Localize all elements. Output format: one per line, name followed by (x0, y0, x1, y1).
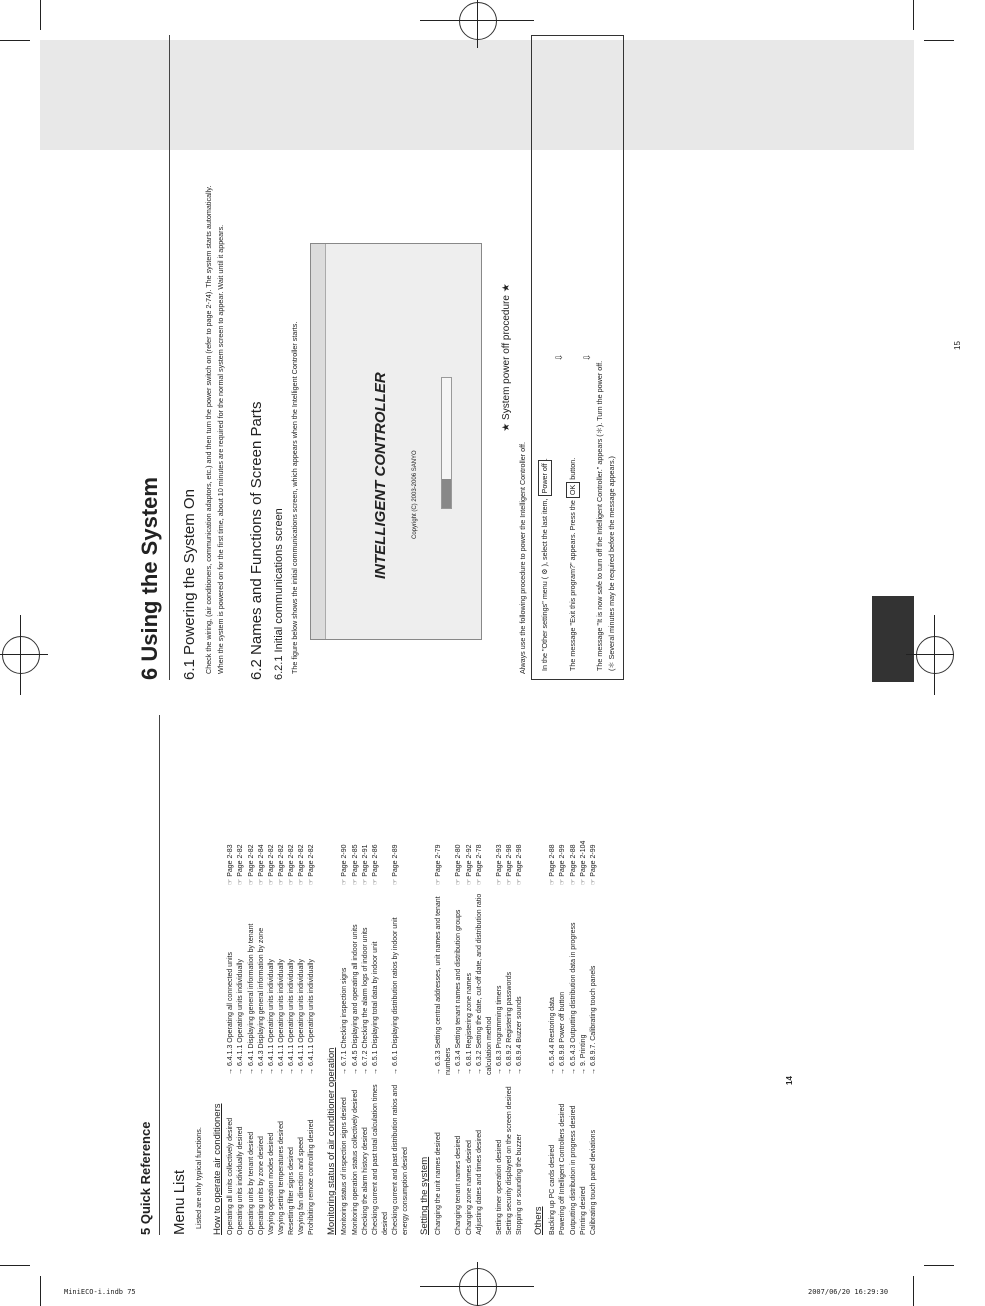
page-number-right: 15 (953, 341, 962, 350)
registration-line (20, 615, 21, 695)
rotated-spread (125, 35, 985, 1235)
row-function: Changing zone names desired (465, 1140, 473, 1235)
row-function: Checking the alarm history desired (361, 1127, 369, 1235)
row-page: ☞ Page 2-83 (227, 844, 235, 885)
power-on-para-2: When the system is powered on for the first time, about 10 minutes are required for the normal system screen to appear. Wait until it appears. (215, 224, 225, 674)
registration-mark (459, 1268, 497, 1306)
row-reference: → 9. Printing (579, 1034, 587, 1075)
row-page: ☞ Page 2-82 (298, 844, 306, 885)
menu-row (287, 715, 297, 1235)
row-page: ☞ Page 2-93 (496, 844, 504, 885)
row-page: ☞ Page 2-80 (455, 844, 463, 885)
row-function: Operating units individually desired (237, 1126, 245, 1235)
row-page: ☞ Page 2-92 (465, 844, 473, 885)
group-heading: Monitoring status of air conditioner operation (325, 1047, 337, 1235)
menu-row (361, 715, 371, 1235)
row-page: ☞ Page 2-85 (351, 844, 359, 885)
row-function: Monitoring status of inspection signs desired (341, 1097, 349, 1235)
menu-row (454, 715, 464, 1235)
menu-row (569, 715, 579, 1235)
down-arrow-icon: ⇩ (581, 353, 592, 362)
procedure-title: ★ System power off procedure ★ (501, 283, 513, 432)
menu-row (391, 715, 411, 1235)
menu-row (247, 715, 257, 1235)
menu-row (579, 715, 589, 1235)
power-on-para-1: Check the wiring, (air conditioners, communication adaptors, etc.) and then turn the power switch on (refer to page 2-74). The system starts automatically. (203, 185, 213, 674)
menu-row (267, 715, 277, 1235)
row-function: Varying fan direction and speed (298, 1137, 306, 1235)
row-function: Stopping or sounding the buzzer (516, 1134, 524, 1235)
left-page (125, 715, 794, 1235)
page-number-left: 14 (785, 1076, 794, 1085)
menu-row (589, 715, 599, 1235)
row-reference: → 6.4.1.1 Operating units individually (308, 959, 316, 1075)
row-function: Operating units by tenant desired (247, 1131, 255, 1235)
row-function: Printing desired (579, 1186, 587, 1235)
row-function: Setting timer operation desired (496, 1139, 504, 1235)
row-page: ☞ Page 2-99 (559, 844, 567, 885)
settings-icon: ⚙ (540, 566, 550, 577)
power-off-label: Power off (538, 460, 552, 496)
row-function: Operating all units collectively desired (227, 1117, 235, 1235)
registration-line (477, 1262, 478, 1306)
row-page: ☞ Page 2-82 (237, 844, 245, 885)
crop-mark (0, 40, 30, 41)
row-reference: → 6.8.9.4 Buzzer sounds (516, 996, 524, 1075)
menu-row (505, 715, 515, 1235)
row-reference: → 6.4.1.1 Operating units individually (288, 959, 296, 1075)
initial-screen-para: The figure below shows the initial communications screen, which appears when the Intelligent Controller starts. (290, 321, 300, 674)
menu-row (236, 715, 246, 1235)
menu-groups (212, 715, 599, 1235)
row-page: ☞ Page 2-82 (267, 844, 275, 885)
row-function: Checking current and past total calculation times desired (371, 1084, 389, 1235)
procedure-box (531, 35, 624, 680)
crop-mark (40, 1276, 41, 1306)
row-page: ☞ Page 2-86 (371, 844, 379, 885)
initial-screen-heading: 6.2.1 Initial communications screen (272, 508, 285, 680)
footer-stamp: 2007/06/20 16:29:30 (808, 1288, 889, 1296)
row-page: ☞ Page 2-91 (361, 844, 369, 885)
menu-row (515, 715, 525, 1235)
row-page: ☞ Page 2-88 (569, 844, 577, 885)
section-title: 5 Quick Reference (137, 715, 160, 1235)
row-function: Powering off Intelligent Controllers desired (559, 1103, 567, 1235)
row-reference: → 6.4.1 Displaying general information by tenant (247, 923, 255, 1075)
row-reference: → 6.3.4 Setting tenant names and distribution groups (455, 909, 463, 1075)
row-function: Checking current and past distribution ratios and energy consumption desired (392, 1084, 410, 1235)
footer-file: MiniECO-i.indb 75 (64, 1288, 136, 1296)
figure-toolbar (311, 244, 326, 639)
menu-row (257, 715, 267, 1235)
row-function: Setting security displayed on the screen desired (506, 1086, 514, 1235)
menu-row (465, 715, 475, 1235)
group-heading: How to operate air conditioners (211, 1103, 223, 1235)
menu-list-intro: Listed are only typical functions. (193, 1127, 203, 1229)
menu-row (340, 715, 350, 1235)
menu-row (351, 715, 361, 1235)
registration-line (0, 654, 48, 655)
menu-row (434, 715, 454, 1235)
right-page (125, 35, 962, 680)
down-arrow-icon: ⇩ (553, 353, 564, 362)
row-function: Adjusting dates and times desired (475, 1129, 483, 1235)
row-reference: → 6.4.3 Displaying general information by zone (257, 927, 265, 1075)
row-function: Monitoring operation status collectively desired (351, 1089, 359, 1235)
row-page: ☞ Page 2-89 (392, 844, 400, 885)
menu-row (297, 715, 307, 1235)
crop-mark (924, 1265, 954, 1266)
menu-list-title: Menu List (170, 1169, 188, 1235)
row-function: Outputting distribution in progress desired (569, 1105, 577, 1235)
menu-row (548, 715, 558, 1235)
row-function: Varying setting temperatures desired (278, 1121, 286, 1235)
row-reference: → 6.7.1 Checking inspection signs (341, 967, 349, 1075)
row-reference: → 6.6.1 Displaying distribution ratios by indoor unit (392, 917, 400, 1075)
row-reference: → 6.7.2 Checking the alarm logs of indoor units (361, 927, 369, 1075)
crop-mark (913, 0, 914, 30)
row-reference: → 6.5.4.4 Restoring data (549, 997, 557, 1075)
row-reference: → 6.4.5 Displaying and operating all indoor units (351, 924, 359, 1075)
row-reference: → 6.4.1.1 Operating units individually (278, 959, 286, 1075)
row-page: ☞ Page 2-98 (506, 844, 514, 885)
row-reference: → 6.4.1.1 Operating units individually (267, 959, 275, 1075)
row-reference: → 6.8.9.8 Power off button (559, 991, 567, 1075)
menu-row (475, 715, 495, 1235)
row-reference: → 6.3.2 Setting the date, cut-off date, and distribution ratio calculation method (475, 893, 493, 1075)
power-on-heading: 6.1 Powering the System On (180, 489, 198, 680)
initial-screen-figure (310, 243, 482, 640)
row-reference: → 6.5.1 Displaying total data by indoor unit (371, 941, 379, 1075)
row-reference: → 6.4.1.3 Operating all connected units (227, 952, 235, 1075)
progress-fill (442, 479, 451, 508)
procedure-step-3: The message "It is now safe to turn off the Intelligent Controller." appears (＊). Turn the power off. (595, 360, 605, 671)
crop-mark (40, 0, 41, 30)
figure-progress-bar (441, 377, 452, 509)
figure-copyright: Copyright (C) 2003-2006 SANYO (412, 450, 419, 539)
procedure-step-2: The message "Exit this program?" appears. Press the OK button. (566, 44, 580, 671)
menu-row (277, 715, 287, 1235)
row-page: ☞ Page 2-82 (288, 844, 296, 885)
procedure-intro: Always use the following procedure to power the Intelligent Controller off. (517, 442, 527, 674)
row-function: Changing tenant names desired (455, 1135, 463, 1235)
row-page: ☞ Page 2-79 (435, 844, 443, 885)
row-reference: → 6.8.1 Registering zone names (465, 973, 473, 1075)
row-reference: → 6.4.1.1 Operating units individually (237, 959, 245, 1075)
row-function: Backing up PC cards desired (549, 1144, 557, 1235)
row-page: ☞ Page 2-90 (341, 844, 349, 885)
crop-mark (0, 1265, 30, 1266)
row-page: ☞ Page 2-78 (475, 844, 483, 885)
row-page: ☞ Page 2-82 (308, 844, 316, 885)
procedure-step-1: In the "Other settings" menu ( ⚙ ), select the last item, Power off. (538, 44, 552, 671)
crop-mark (913, 1276, 914, 1306)
row-function: Operating units by zone desired (257, 1136, 265, 1235)
row-page: ☞ Page 2-82 (247, 844, 255, 885)
menu-row (307, 715, 317, 1235)
row-function: Resetting filter signs desired (288, 1147, 296, 1235)
row-page: ☞ Page 2-82 (278, 844, 286, 885)
menu-row (558, 715, 568, 1235)
row-function: Calibrating touch panel deviations (589, 1129, 597, 1235)
row-page: ☞ Page 2-99 (589, 844, 597, 885)
menu-row (226, 715, 236, 1235)
group-heading: Setting the system (419, 1156, 431, 1235)
row-reference: → 6.8.9.7. Calibrating touch panels (589, 965, 597, 1075)
row-function: Prohibiting remote controlling desired (308, 1119, 316, 1235)
row-reference: → 6.8.3 Programming timers (496, 985, 504, 1075)
menu-row (371, 715, 391, 1235)
figure-title: INTELLIGENT CONTROLLER (372, 372, 390, 579)
chapter-title: 6 Using the System (135, 35, 170, 680)
row-reference: → 6.5.4.3 Outputting distribution data in progress (569, 922, 577, 1075)
registration-mark (2, 636, 40, 674)
row-page: ☞ Page 2-104 (579, 840, 587, 885)
row-function: Varying operation modes desired (267, 1132, 275, 1235)
row-page: ☞ Page 2-84 (257, 844, 265, 885)
row-reference: → 6.8.9.2 Registering passwords (506, 971, 514, 1075)
menu-row (495, 715, 505, 1235)
group-heading: Others (533, 1206, 545, 1235)
names-heading: 6.2 Names and Functions of Screen Parts (248, 401, 266, 680)
row-reference: → 6.3.3 Setting central addresses, unit names and tenant numbers (435, 896, 453, 1075)
procedure-note: (＊ Several minutes may be required before the message appears.) (606, 456, 616, 671)
ok-label: OK (566, 482, 580, 498)
row-function: Changing the unit names desired (435, 1132, 443, 1235)
row-reference: → 6.4.1.1 Operating units individually (298, 959, 306, 1075)
row-page: ☞ Page 2-88 (549, 844, 557, 885)
row-page: ☞ Page 2-98 (516, 844, 524, 885)
